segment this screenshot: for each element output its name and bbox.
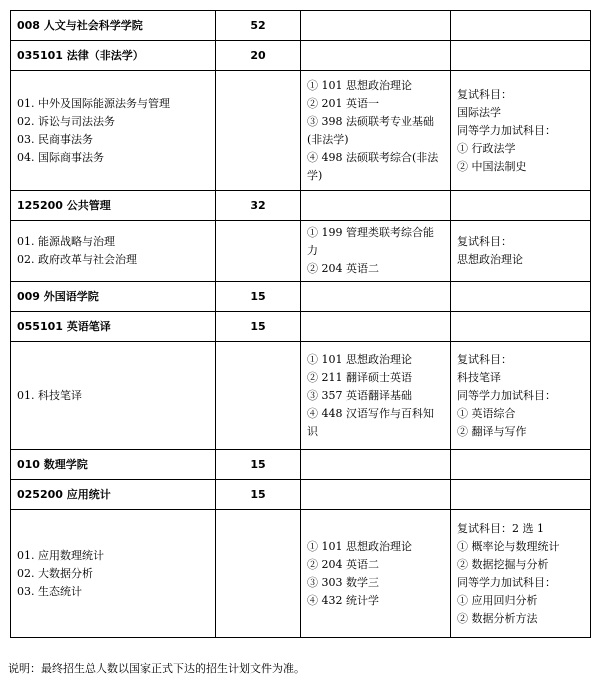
table-row-header xyxy=(11,282,591,312)
retest-item: ① 行政法学 xyxy=(457,141,516,155)
empty-cell xyxy=(301,11,451,41)
enrollment-count: 32 xyxy=(216,191,301,221)
unit-name: 009 外国语学院 xyxy=(11,282,216,312)
table-row-header xyxy=(11,191,591,221)
program-name: 025200 应用统计 xyxy=(11,480,216,510)
empty-cell xyxy=(451,480,591,510)
enrollment-count: 20 xyxy=(216,41,301,71)
exam-subject: ② 204 英语二 xyxy=(307,262,379,275)
admissions-table xyxy=(10,10,591,638)
exam-subject: ① 199 管理类联考综合能力 xyxy=(307,226,434,257)
exam-subject: ④ 498 法硕联考综合(非法学) xyxy=(307,150,439,182)
direction-item: 02. 政府改革与社会治理 xyxy=(17,253,137,266)
empty-cell xyxy=(216,71,301,191)
retest-item: ② 数据挖掘与分析 xyxy=(457,557,549,571)
retest-item: ② 中国法制史 xyxy=(457,159,527,173)
exam-subject: ④ 432 统计学 xyxy=(307,593,379,607)
exam-subjects xyxy=(301,71,451,191)
exam-subjects xyxy=(301,510,451,638)
retest-subjects xyxy=(451,221,591,282)
direction-item: 02. 诉讼与司法法务 xyxy=(17,114,115,128)
footnote: 说明：最终招生总人数以国家正式下达的招生计划文件为准。 xyxy=(8,662,305,675)
exam-subject: ① 101 思想政治理论 xyxy=(307,352,412,366)
empty-cell xyxy=(301,480,451,510)
empty-cell xyxy=(451,450,591,480)
direction-item: 01. 科技笔译 xyxy=(17,388,82,402)
retest-item: 同等学力加试科目： xyxy=(457,123,556,137)
retest-subjects xyxy=(451,71,591,191)
table-row-detail xyxy=(11,510,591,638)
empty-cell xyxy=(301,41,451,71)
empty-cell xyxy=(216,510,301,638)
retest-item: 同等学力加试科目： xyxy=(457,575,556,589)
retest-item: 复试科目： xyxy=(457,235,512,248)
retest-item: 科技笔译 xyxy=(457,370,501,384)
empty-cell xyxy=(216,221,301,282)
table-row-detail xyxy=(11,71,591,191)
empty-cell xyxy=(301,312,451,342)
direction-item: 01. 中外及国际能源法务与管理 xyxy=(17,96,170,110)
direction-item: 04. 国际商事法务 xyxy=(17,150,104,164)
enrollment-count: 15 xyxy=(216,450,301,480)
retest-item: ① 应用回归分析 xyxy=(457,593,538,607)
retest-item: 复试科目：2 选 1 xyxy=(457,521,544,535)
direction-item: 02. 大数据分析 xyxy=(17,566,93,580)
exam-subjects xyxy=(301,221,451,282)
retest-subjects xyxy=(451,510,591,638)
retest-item: 复试科目： xyxy=(457,87,512,101)
direction-item: 01. 应用数理统计 xyxy=(17,548,104,562)
empty-cell xyxy=(451,282,591,312)
empty-cell xyxy=(451,41,591,71)
table-row-header xyxy=(11,41,591,71)
retest-item: ② 数据分析方法 xyxy=(457,611,538,625)
direction-item: 03. 生态统计 xyxy=(17,584,82,598)
exam-subject: ③ 357 英语翻译基础 xyxy=(307,388,412,402)
retest-subjects xyxy=(451,342,591,450)
empty-cell xyxy=(216,342,301,450)
exam-subject: ③ 398 法硕联考专业基础(非法学) xyxy=(307,114,434,146)
exam-subject: ④ 448 汉语写作与百科知识 xyxy=(307,406,434,438)
empty-cell xyxy=(451,312,591,342)
research-directions xyxy=(11,71,216,191)
research-directions xyxy=(11,510,216,638)
retest-item: 思想政治理论 xyxy=(457,253,523,266)
enrollment-count: 52 xyxy=(216,11,301,41)
table-row-header xyxy=(11,450,591,480)
unit-name: 008 人文与社会科学学院 xyxy=(11,11,216,41)
retest-item: ① 概率论与数理统计 xyxy=(457,539,560,553)
exam-subjects xyxy=(301,342,451,450)
exam-subject: ③ 303 数学三 xyxy=(307,575,379,589)
table-row-detail xyxy=(11,342,591,450)
empty-cell xyxy=(301,191,451,221)
direction-item: 03. 民商事法务 xyxy=(17,132,93,146)
retest-item: ② 翻译与写作 xyxy=(457,424,527,438)
program-name: 055101 英语笔译 xyxy=(11,312,216,342)
retest-item: 国际法学 xyxy=(457,105,501,119)
enrollment-count: 15 xyxy=(216,480,301,510)
exam-subject: ② 201 英语一 xyxy=(307,96,379,110)
table-row-header xyxy=(11,11,591,41)
direction-item: 01. 能源战略与治理 xyxy=(17,235,115,248)
research-directions xyxy=(11,342,216,450)
retest-item: 同等学力加试科目： xyxy=(457,388,556,402)
exam-subject: ② 204 英语二 xyxy=(307,557,379,571)
program-name: 125200 公共管理 xyxy=(11,191,216,221)
empty-cell xyxy=(301,450,451,480)
retest-item: 复试科目： xyxy=(457,352,512,366)
empty-cell xyxy=(451,11,591,41)
exam-subject: ① 101 思想政治理论 xyxy=(307,539,412,553)
empty-cell xyxy=(451,191,591,221)
table-row-detail xyxy=(11,221,591,282)
research-directions xyxy=(11,221,216,282)
unit-name: 010 数理学院 xyxy=(11,450,216,480)
enrollment-count: 15 xyxy=(216,282,301,312)
table-row-header xyxy=(11,312,591,342)
exam-subject: ② 211 翻译硕士英语 xyxy=(307,370,412,384)
program-name: 035101 法律（非法学） xyxy=(11,41,216,71)
table-row-header xyxy=(11,480,591,510)
exam-subject: ① 101 思想政治理论 xyxy=(307,78,412,92)
retest-item: ① 英语综合 xyxy=(457,406,516,420)
empty-cell xyxy=(301,282,451,312)
enrollment-count: 15 xyxy=(216,312,301,342)
